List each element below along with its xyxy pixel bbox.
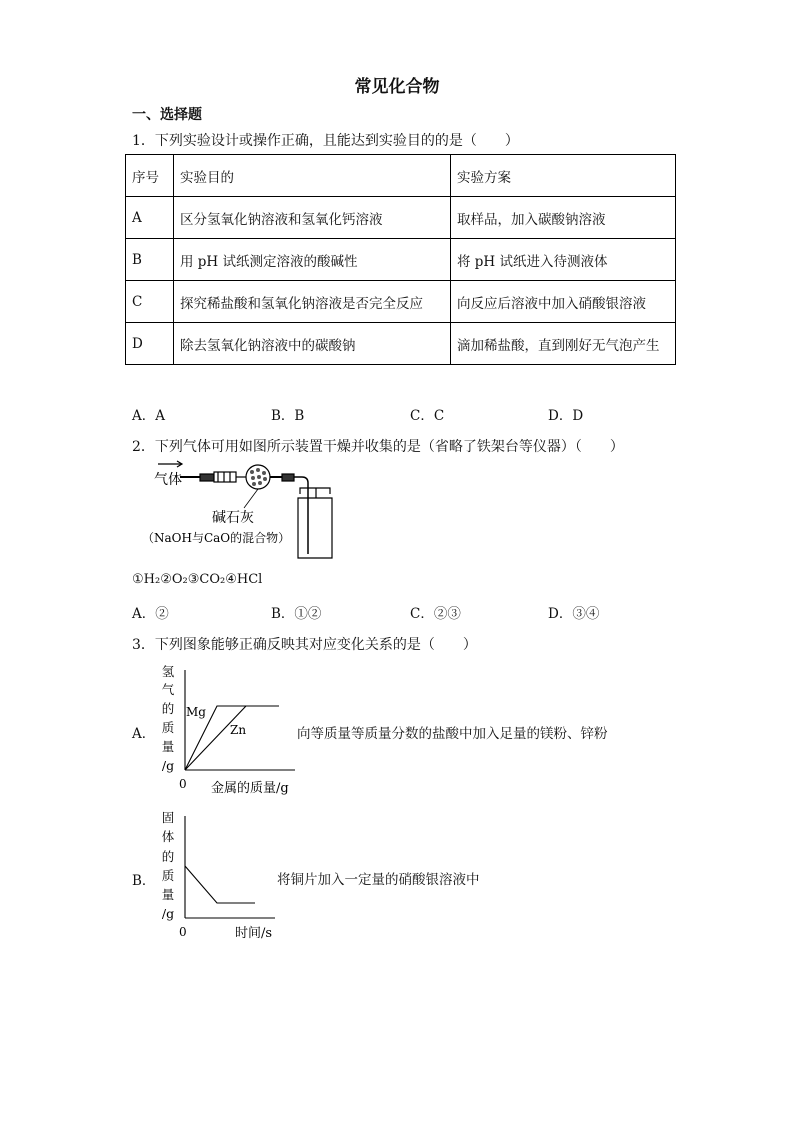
q2-choices: ①H₂②O₂③CO₂④HCl bbox=[132, 572, 263, 587]
origin-label: 0 bbox=[179, 925, 187, 939]
q3-stem: 3．下列图象能够正确反映其对应变化关系的是（ ） bbox=[132, 637, 477, 653]
q1-option-d[interactable]: D．D bbox=[548, 408, 584, 424]
table-cell: D bbox=[126, 323, 174, 365]
y-axis-char: 氢 bbox=[161, 664, 175, 679]
origin-label: 0 bbox=[179, 777, 187, 791]
y-axis-char: 量 bbox=[161, 739, 175, 754]
q3-b-description: 将铜片加入一定量的硝酸银溶液中 bbox=[277, 872, 480, 888]
q1-table bbox=[125, 154, 676, 365]
q3-a-graph bbox=[155, 660, 305, 796]
q2-option-b[interactable]: B．①② bbox=[271, 606, 322, 622]
q2-option-c[interactable]: C．②③ bbox=[410, 606, 461, 622]
table-row bbox=[126, 155, 676, 197]
section-heading: 一、选择题 bbox=[132, 107, 202, 123]
table-row bbox=[126, 281, 676, 323]
table-cell: 用 pH 试纸测定溶液的酸碱性 bbox=[174, 239, 451, 281]
x-axis-label: 时间/s bbox=[235, 926, 273, 941]
table-cell: B bbox=[126, 239, 174, 281]
gas-label: 气体 bbox=[154, 472, 182, 488]
y-axis-char: 质 bbox=[161, 868, 175, 883]
table-cell: 区分氢氧化钠溶液和氢氧化钙溶液 bbox=[174, 197, 451, 239]
zn-series-label: Zn bbox=[230, 723, 247, 737]
page-title: 常见化合物 bbox=[354, 77, 440, 97]
q3-a-description: 向等质量等质量分数的盐酸中加入足量的镁粉、锌粉 bbox=[297, 726, 608, 742]
soda-lime-note: （NaOH与CaO的混合物） bbox=[142, 531, 291, 545]
y-axis-char: 的 bbox=[161, 849, 175, 864]
table-cell: 滴加稀盐酸，直到刚好无气泡产生 bbox=[451, 323, 676, 365]
drying-apparatus-figure bbox=[140, 458, 350, 566]
table-row bbox=[126, 197, 676, 239]
table-cell: 探究稀盐酸和氢氧化钠溶液是否完全反应 bbox=[174, 281, 451, 323]
q1-option-a[interactable]: A．A bbox=[132, 408, 165, 424]
y-axis-char: 固 bbox=[161, 810, 175, 825]
y-axis-char: 气 bbox=[161, 682, 175, 697]
q1-option-b[interactable]: B．B bbox=[271, 408, 305, 424]
solid-mass-curve bbox=[185, 866, 255, 903]
y-axis-char: 量 bbox=[161, 887, 175, 902]
table-cell: 取样品，加入碳酸钠溶液 bbox=[451, 197, 676, 239]
q1-option-c[interactable]: C．C bbox=[410, 408, 445, 424]
q3-b-label[interactable]: B． bbox=[132, 873, 156, 889]
y-axis-char: 的 bbox=[161, 701, 175, 716]
table-cell: C bbox=[126, 281, 174, 323]
y-axis-char: /g bbox=[161, 906, 175, 921]
table-cell: 向反应后溶液中加入硝酸银溶液 bbox=[451, 281, 676, 323]
table-header: 实验目的 bbox=[174, 155, 451, 197]
mg-series-label: Mg bbox=[186, 705, 206, 719]
q2-stem: 2．下列气体可用如图所示装置干燥并收集的是（省略了铁架台等仪器）（ ） bbox=[132, 439, 624, 455]
q3-a-label[interactable]: A． bbox=[132, 726, 156, 742]
y-axis-char: /g bbox=[161, 758, 175, 773]
table-cell: A bbox=[126, 197, 174, 239]
table-cell: 将 pH 试纸进入待测液体 bbox=[451, 239, 676, 281]
q1-stem: 1．下列实验设计或操作正确，且能达到实验目的的是（ ） bbox=[132, 133, 519, 149]
table-cell: 除去氢氧化钠溶液中的碳酸钠 bbox=[174, 323, 451, 365]
q2-option-a[interactable]: A．② bbox=[132, 606, 169, 622]
soda-lime-label: 碱石灰 bbox=[212, 510, 254, 526]
y-axis-char: 质 bbox=[161, 720, 175, 735]
x-axis-label: 金属的质量/g bbox=[211, 781, 289, 796]
table-row bbox=[126, 323, 676, 365]
table-header: 实验方案 bbox=[451, 155, 676, 197]
table-row bbox=[126, 239, 676, 281]
y-axis-char: 体 bbox=[161, 829, 175, 844]
table-header: 序号 bbox=[126, 155, 174, 197]
q2-option-d[interactable]: D．③④ bbox=[548, 606, 600, 622]
